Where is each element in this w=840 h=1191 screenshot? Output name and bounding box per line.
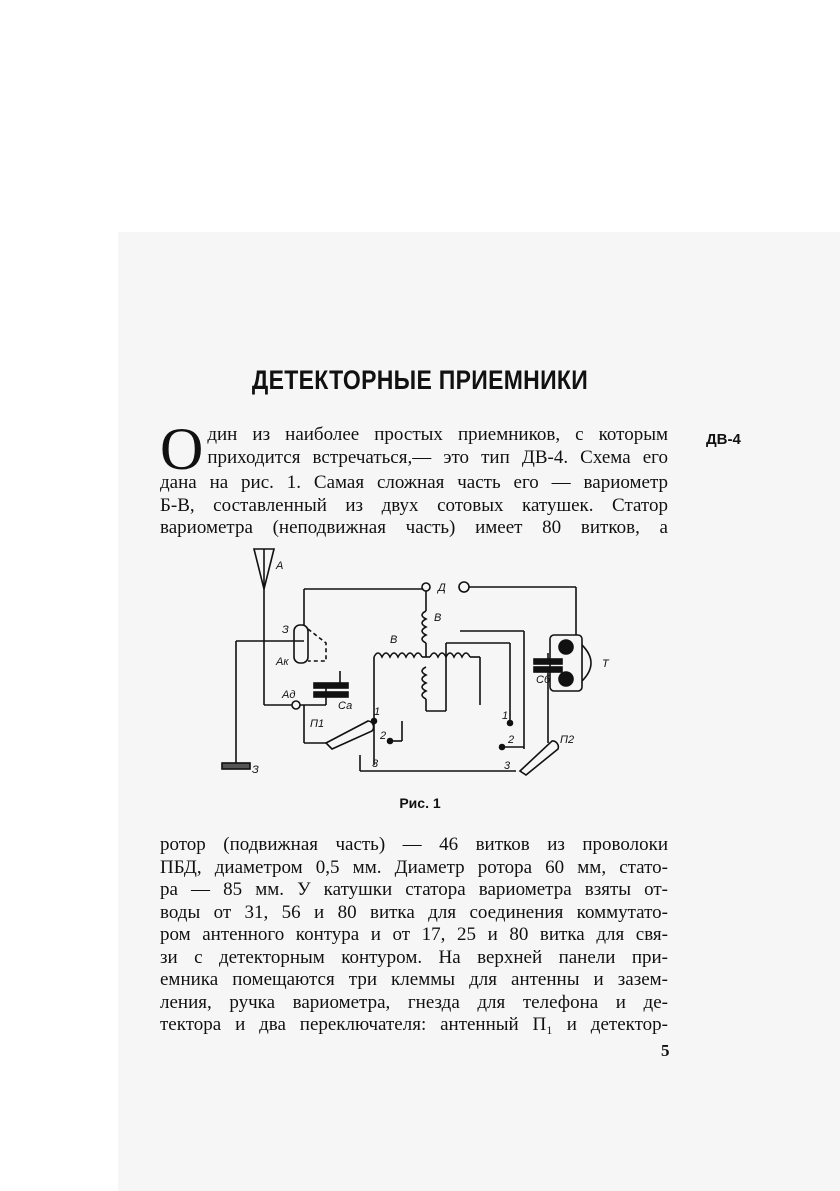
paragraph-line: тектора и два переключателя: антенный П₁ и детектор- [160, 1014, 668, 1035]
label-ground: З [252, 764, 259, 776]
circuit-diagram [214, 543, 614, 793]
paragraph-line: ления, ручка вариометра, гнезда для телефона и де- [160, 991, 668, 1013]
label-p2: П2 [560, 734, 575, 746]
label-n1-right: 1 [502, 710, 509, 722]
label-p1: П1 [310, 718, 325, 730]
telephone-block [534, 635, 591, 743]
paragraph-line: Б-В, составленный из двух сотовых катушек. Статор [160, 494, 668, 516]
label-ad: Ад [282, 689, 296, 701]
figure-caption: Рис. 1 [399, 795, 441, 811]
margin-note: ДВ-4 [706, 431, 741, 448]
paragraph-line: ПБД, диаметром 0,5 мм. Диаметр ротора 60 мм, стато- [160, 856, 668, 878]
label-n2-left: 2 [380, 730, 387, 742]
label-t: Т [602, 658, 609, 670]
variometer-stator-coil [374, 653, 480, 765]
label-coil-b-left: В [390, 634, 398, 646]
drop-cap: О [160, 416, 204, 482]
paragraph-line: приходится встречаться,— это тип ДВ-4. Схема его [207, 446, 668, 468]
antenna-symbol [254, 549, 274, 641]
paragraph-line: ротор (подвижная часть) — 46 витков из проволоки [160, 834, 668, 855]
label-ak: Ак [276, 656, 289, 668]
label-antenna: А [276, 560, 284, 572]
ground-symbol [222, 641, 264, 769]
page-title: ДЕТЕКТОРНЫЕ ПРИЕМНИКИ [251, 364, 589, 395]
label-n3-left: 3 [372, 758, 379, 770]
paragraph-line: вариометра (неподвижная часть) имеет 80 витков, а [160, 517, 668, 538]
page-number: 5 [661, 1041, 670, 1060]
label-contact-z: З [282, 624, 289, 636]
variometer-coil-top [422, 591, 426, 657]
paragraph-line: дана на рис. 1. Самая сложная часть его — вариометр [160, 472, 668, 493]
label-ca: Са [338, 700, 353, 712]
phone-terminal [459, 582, 469, 592]
label-detector: Д [438, 582, 446, 594]
paragraph-line: воды от 31, 56 и 80 витка для соединения коммутато- [160, 901, 668, 923]
variometer-rotor-coil [422, 631, 524, 749]
label-n1-left: 1 [374, 706, 381, 718]
label-n3-right: 3 [504, 760, 511, 772]
paragraph-line: зи с детекторным контуром. На верхней панели при- [160, 946, 668, 968]
paragraph-line: ра — 85 мм. У катушки статора вариометра взяты от- [160, 879, 668, 900]
intro-paragraph [160, 416, 668, 540]
detector-terminal [422, 583, 430, 591]
paragraph-line: ром антенного контура и от 17, 25 и 80 витка для свя- [160, 924, 668, 945]
paragraph-line: дин из наиболее простых приемников, с которым [207, 424, 668, 445]
body-paragraph [160, 834, 668, 1037]
label-cb: Сб [536, 674, 551, 686]
label-coil-b-top: В [434, 612, 442, 624]
label-n2-right: 2 [508, 734, 515, 746]
paragraph-line: емника помещаются три клеммы для антенны и зазем- [160, 969, 668, 990]
